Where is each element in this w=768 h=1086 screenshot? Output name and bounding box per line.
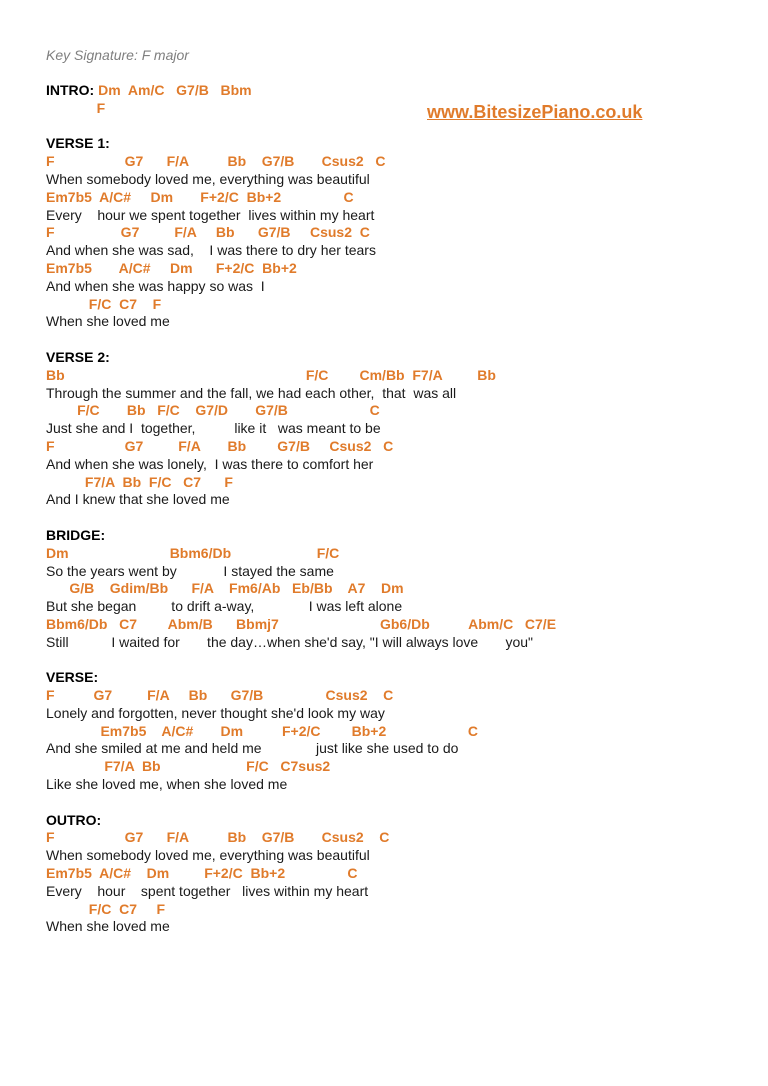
lyric-line: But she began to drift a-way, I was left alone — [46, 598, 403, 615]
spacer — [46, 509, 726, 527]
chord-line: F7/A Bb F/C C7 F — [46, 473, 233, 490]
lyric-line: And I knew that she loved me — [46, 491, 230, 508]
chord-line: Bb F/C Cm/Bb F7/A Bb — [46, 366, 496, 383]
song-section — [46, 527, 726, 669]
chord-line: F G7 F/A Bb G7/B Csus2 C — [46, 829, 390, 846]
lyric-line: Every hour spent together lives within my heart — [46, 882, 369, 899]
intro-chords-second: F — [46, 99, 106, 116]
lyric-line: Through the summer and the fall, we had each other, that was all — [46, 384, 457, 401]
section-heading: VERSE 2: — [46, 348, 110, 365]
song-section — [46, 135, 726, 349]
intro-chords: Dm Am/C G7/B Bbm — [94, 82, 252, 98]
lyric-line: Lonely and forgotten, never thought she'd look my way — [46, 704, 385, 721]
chord-line: Em7b5 A/C# Dm F+2/C Bb+2 — [46, 259, 297, 276]
lyric-line: When she loved me — [46, 918, 170, 935]
spacer — [46, 652, 726, 670]
chord-sheet — [46, 82, 726, 936]
chord-line: F G7 F/A Bb G7/B Csus2 C — [46, 437, 394, 454]
section-heading: VERSE: — [46, 669, 99, 686]
section-heading: BRIDGE: — [46, 526, 106, 543]
chord-line: Dm Bbm6/Db F/C — [46, 544, 340, 561]
lyric-line: Like she loved me, when she loved me — [46, 776, 288, 793]
lyric-line: And when she was lonely, I was there to comfort her — [46, 455, 374, 472]
song-section — [46, 349, 726, 527]
lyric-line: Just she and I together, like it was meant to be — [46, 420, 381, 437]
lyric-line: When she loved me — [46, 313, 170, 330]
chord-line: F G7 F/A Bb G7/B Csus2 C — [46, 224, 370, 241]
chord-line: F G7 F/A Bb G7/B Csus2 C — [46, 153, 386, 170]
chord-line: Em7b5 A/C# Dm F+2/C Bb+2 C — [46, 722, 479, 739]
song-section — [46, 812, 726, 937]
song-sections — [46, 135, 726, 936]
chord-line: F/C C7 F — [46, 900, 166, 917]
spacer — [46, 794, 726, 812]
lyric-line: When somebody loved me, everything was beautiful — [46, 170, 370, 187]
chord-line: Em7b5 A/C# Dm F+2/C Bb+2 C — [46, 865, 358, 882]
spacer — [46, 331, 726, 349]
lyric-line: Still I waited for the day…when she'd say, "I will always love you" — [46, 633, 533, 650]
lyric-line: Every hour we spent together lives within my heart — [46, 206, 375, 223]
chord-line: Em7b5 A/C# Dm F+2/C Bb+2 C — [46, 188, 354, 205]
chord-line: F/C C7 F — [46, 295, 162, 312]
lyric-line: So the years went by I stayed the same — [46, 562, 334, 579]
section-heading: VERSE 1: — [46, 135, 110, 152]
section-heading: OUTRO: — [46, 811, 102, 828]
chord-line: F7/A Bb F/C C7sus2 — [46, 758, 331, 775]
lyric-line: When somebody loved me, everything was beautiful — [46, 847, 370, 864]
chord-line: Bbm6/Db C7 Abm/B Bbmj7 Gb6/Db Abm/C C7/E — [46, 615, 557, 632]
lyric-line: And when she was happy so was I — [46, 277, 265, 294]
website-link[interactable]: www.BitesizePiano.co.uk — [427, 102, 643, 122]
intro-heading: INTRO: — [46, 82, 95, 98]
spacer — [46, 118, 726, 136]
lyric-line: And she smiled at me and held me just like she used to do — [46, 740, 459, 757]
chord-line: F G7 F/A Bb G7/B Csus2 C — [46, 687, 394, 704]
chord-line: F/C Bb F/C G7/D G7/B C — [46, 402, 380, 419]
key-signature: Key Signature: F major — [46, 47, 189, 63]
song-section — [46, 669, 726, 811]
lyric-line: And when she was sad, I was there to dry her tears — [46, 242, 376, 259]
intro-line — [46, 82, 726, 100]
chord-line: G/B Gdim/Bb F/A Fm6/Ab Eb/Bb A7 Dm — [46, 580, 404, 597]
